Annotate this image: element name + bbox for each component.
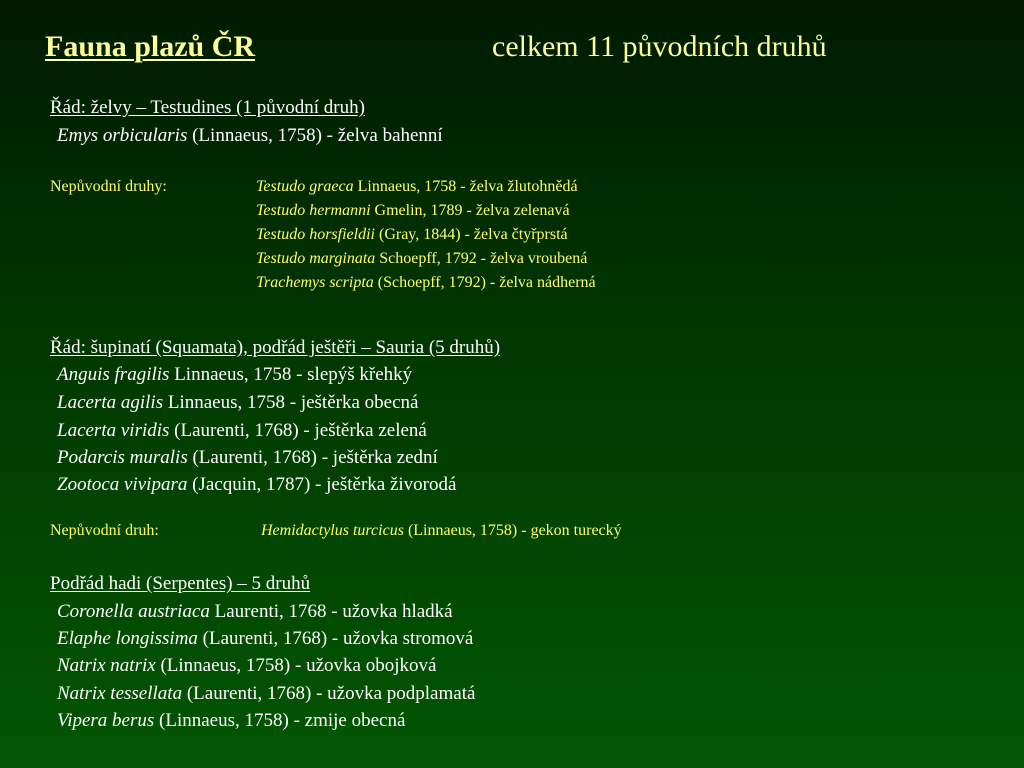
slide-title: Fauna plazů ČR — [45, 30, 256, 63]
species-row — [57, 392, 418, 414]
species-row — [57, 125, 443, 147]
species-latin: Podarcis muralis — [57, 447, 188, 468]
turtles-nonnative-label: Nepůvodní druhy: — [50, 178, 167, 195]
species-row — [57, 683, 475, 705]
species-info: Linnaeus, 1758 - ještěrka obecná — [163, 392, 419, 413]
species-latin: Testudo hermanni — [256, 202, 371, 219]
species-info: Gmelin, 1789 - želva zelenavá — [370, 202, 570, 219]
species-info: (Linnaeus, 1758) - gekon turecký — [403, 522, 622, 539]
species-latin: Elaphe longissima — [57, 628, 198, 649]
species-latin: Testudo horsfieldii — [256, 226, 375, 243]
species-info: (Schoepff, 1792) - želva nádherná — [373, 274, 596, 291]
species-info: (Linnaeus, 1758) - zmije obecná — [154, 710, 406, 731]
species-info: Linnaeus, 1758 - slepýš křehký — [169, 364, 413, 385]
species-latin: Coronella austriaca — [57, 601, 210, 622]
species-info: (Laurenti, 1768) - ještěrka zelená — [169, 420, 427, 441]
species-row — [57, 628, 473, 650]
nonnative-species-row — [256, 226, 568, 244]
species-row — [57, 364, 412, 386]
species-info: (Gray, 1844) - želva čtyřprstá — [374, 226, 568, 243]
species-latin: Zootoca vivipara — [57, 474, 188, 495]
lizards-heading: Řád: šupinatí (Squamata), podřád ještěři – Sauria (5 druhů) — [50, 337, 501, 358]
turtles-heading: Řád: želvy – Testudines (1 původní druh) — [50, 97, 365, 118]
species-latin: Emys orbicularis — [57, 125, 188, 146]
species-latin: Testudo graeca — [256, 178, 354, 195]
species-latin: Natrix tessellata — [57, 683, 183, 704]
lizards-nonnative-label: Nepůvodní druh: — [50, 522, 159, 539]
slide-subtitle: celkem 11 původních druhů — [492, 30, 827, 63]
species-info: (Linnaeus, 1758) - užovka obojková — [155, 655, 437, 676]
species-latin: Testudo marginata — [256, 250, 376, 267]
species-latin: Anguis fragilis — [57, 364, 170, 385]
species-row — [57, 420, 427, 442]
species-row — [57, 655, 436, 677]
species-info: Linnaeus, 1758 - želva žlutohnědá — [353, 178, 578, 195]
species-row — [57, 447, 438, 469]
species-info: (Laurenti, 1768) - ještěrka zední — [187, 447, 438, 468]
species-info: Schoepff, 1792 - želva vroubená — [375, 250, 588, 267]
species-latin: Trachemys scripta — [256, 274, 374, 291]
species-row — [57, 710, 405, 732]
nonnative-species-row — [256, 178, 578, 196]
nonnative-species-row — [256, 250, 587, 268]
species-row — [57, 601, 453, 623]
species-info: (Linnaeus, 1758) - želva bahenní — [187, 125, 443, 146]
species-info: Laurenti, 1768 - užovka hladká — [209, 601, 453, 622]
species-row — [57, 474, 456, 496]
snakes-heading: Podřád hadi (Serpentes) – 5 druhů — [50, 573, 311, 594]
species-latin: Natrix natrix — [57, 655, 156, 676]
nonnative-species-row — [256, 274, 596, 292]
species-latin: Lacerta agilis — [57, 392, 164, 413]
species-info: (Jacquin, 1787) - ještěrka živorodá — [187, 474, 457, 495]
species-info: (Laurenti, 1768) - užovka podplamatá — [182, 683, 476, 704]
species-latin: Lacerta viridis — [57, 420, 170, 441]
nonnative-species-row — [261, 522, 622, 540]
species-latin: Vipera berus — [57, 710, 155, 731]
species-info: (Laurenti, 1768) - užovka stromová — [197, 628, 474, 649]
nonnative-species-row — [256, 202, 570, 220]
species-latin: Hemidactylus turcicus — [261, 522, 404, 539]
